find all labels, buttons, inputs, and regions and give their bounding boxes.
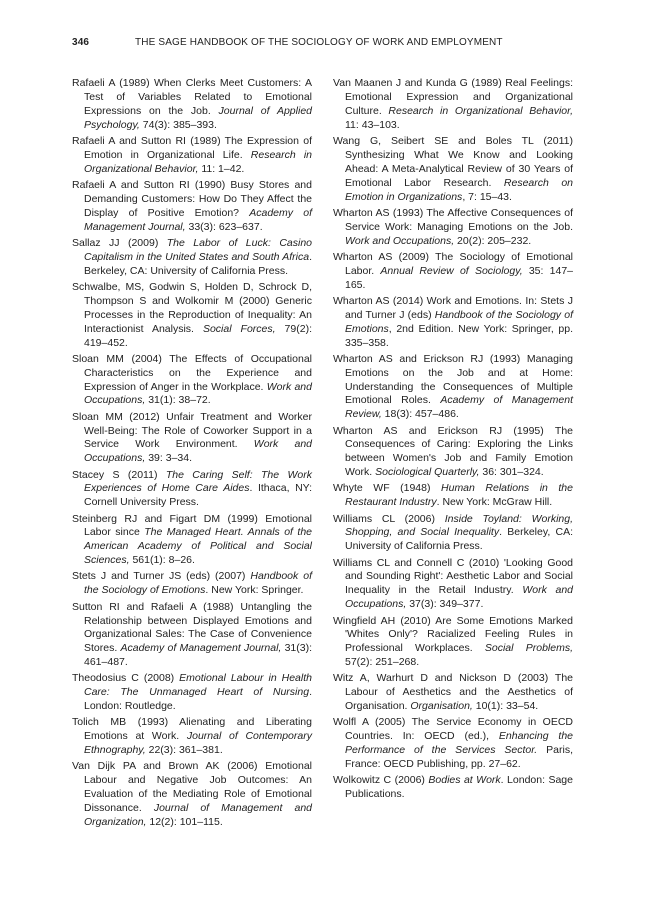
- reference-text: . London: Sage Publications.: [345, 774, 573, 801]
- reference-italic-text: Work and Occupations,: [345, 234, 455, 247]
- reference-text: Van Dijk PA and Brown AK (2006) Emotional Labour and Negative Job Outcomes: An Evaluation of the Mediating Role of Emotional Dissonance.: [72, 760, 312, 815]
- reference-entry: [333, 207, 573, 249]
- reference-entry: [72, 570, 312, 598]
- reference-text: Sutton RI and Rafaeli A (1988) Untangling the Relationship between Displayed Emotions and Organizational Sales: The Case of Convenience Stores.: [72, 600, 312, 655]
- reference-text: Whyte WF (1948): [333, 482, 442, 495]
- reference-text: , 2nd Edition. New York: Springer, pp. 335–358.: [345, 322, 573, 349]
- reference-text: 22(3): 361–381.: [145, 744, 223, 757]
- reference-text: . Berkeley, CA: University of California Press.: [84, 250, 312, 277]
- reference-italic-text: Inside Toyland: Working, Shopping, and Social Inequality: [345, 512, 573, 539]
- reference-text: 31(3): 461–487.: [84, 642, 312, 669]
- reference-text: . London: Routledge.: [84, 686, 312, 713]
- reference-text: Williams CL and Connell C (2010) 'Looking Good and Sounding Right': Aesthetic Labor and Social Inequality in the Retail Industry.: [333, 556, 573, 597]
- reference-text: Van Maanen J and Kunda G (1989) Real Feelings: Emotional Expression and Organizational Culture.: [333, 77, 573, 117]
- reference-text: Wharton AS (1993) The Affective Consequences of Service Work: Managing Emotions on the Job.: [333, 206, 573, 233]
- reference-italic-text: Journal of Contemporary Ethnography,: [84, 730, 312, 757]
- reference-italic-text: Sociological Quarterly,: [375, 466, 480, 479]
- reference-text: Stacey S (2011): [72, 468, 166, 481]
- reference-entry: [333, 251, 573, 293]
- reference-entry: [72, 281, 312, 351]
- reference-text: Schwalbe, MS, Godwin S, Holden D, Schrock D, Thompson S and Wolkomir M (2000) Generic Processes in the Reproduction of Inequality: An Interactionist Analysis.: [72, 280, 312, 335]
- reference-text: Wharton AS and Erickson RJ (1993) Managing Emotions on the Job and at Home: Understanding the Consequences of Multiple Emotional Roles.: [333, 352, 573, 407]
- reference-text: 10(1): 33–54.: [472, 700, 539, 713]
- reference-italic-text: Handbook of the Sociology of Emotions: [345, 308, 573, 335]
- reference-text: Wharton AS (2009) The Sociology of Emotional Labor.: [333, 250, 573, 277]
- reference-text: . New York: Springer.: [205, 584, 304, 597]
- reference-entry: [333, 716, 573, 772]
- reference-italic-text: The Managed Heart. Annals of the American Academy of Political and Social Sciences,: [84, 526, 313, 567]
- reference-text: Witz A, Warhurt D and Nickson D (2003) The Labour of Aesthetics and the Aesthetics of Organisation.: [333, 672, 573, 713]
- reference-text: Wolkowitz C (2006): [333, 774, 429, 787]
- reference-text: 12(2): 101–115.: [146, 816, 223, 829]
- reference-entry: [333, 557, 573, 613]
- reference-entry: [333, 774, 573, 802]
- reference-entry: [72, 179, 312, 235]
- reference-entry: [333, 513, 573, 555]
- reference-entry: [72, 672, 312, 714]
- reference-text: Wharton AS and Erickson RJ (1995) The Consequences of Caring: Exploring the Links between Women's Job and Family Emotion Work.: [333, 424, 573, 479]
- reference-entry: [72, 716, 312, 758]
- reference-entry: [72, 513, 312, 569]
- reference-text: 33(3): 623–637.: [185, 220, 263, 233]
- reference-text: Wolfl A (2005) The Service Economy in OECD Countries. In: OECD (ed.),: [333, 716, 573, 743]
- reference-entry: [333, 295, 573, 351]
- reference-text: 74(3): 385–393.: [139, 118, 217, 131]
- reference-text: Sloan MM (2004) The Effects of Occupational Characteristics on the Experience and Expression of Anger in the Workplace.: [72, 352, 312, 393]
- reference-italic-text: Social Forces,: [202, 322, 276, 335]
- reference-entry: [333, 425, 573, 481]
- reference-italic-text: Social Problems,: [484, 642, 573, 655]
- running-header: [72, 37, 592, 51]
- reference-text: . Ithaca, NY: Cornell University Press.: [84, 482, 312, 509]
- reference-text: Williams CL (2006): [333, 512, 445, 525]
- reference-text: 31(1): 38–72.: [145, 394, 211, 407]
- reference-entry: [72, 760, 312, 830]
- reference-entry: [333, 482, 573, 510]
- reference-entry: [72, 411, 312, 467]
- reference-italic-text: The Labor of Luck: Casino Capitalism in the United States and South Africa: [84, 236, 313, 263]
- reference-text: 57(2): 251–268.: [345, 656, 420, 669]
- reference-italic-text: Academy of Management Journal,: [120, 642, 282, 655]
- reference-text: Rafaeli A (1989) When Clerks Meet Customers: A Test of Variables Related to Emotional Expressions on the Job.: [72, 77, 312, 117]
- reference-entry: [333, 672, 573, 714]
- reference-entry: [333, 615, 573, 671]
- reference-text: 35: 147–165.: [345, 264, 573, 291]
- reference-text: Wingfield AH (2010) Are Some Emotions Marked 'Whites Only'? Racialized Feeling Rules in Professional Workplaces.: [333, 614, 573, 655]
- reference-text: 18(3): 457–486.: [381, 408, 459, 421]
- reference-entry: [72, 353, 312, 409]
- reference-italic-text: Emotional Labour in Health Care: The Unmanaged Heart of Nursing: [84, 672, 312, 699]
- reference-italic-text: Bodies at Work: [428, 774, 501, 787]
- reference-italic-text: Organisation,: [410, 700, 473, 713]
- reference-text: Theodosius C (2008): [72, 672, 180, 685]
- reference-italic-text: Annual Review of Sociology,: [380, 264, 523, 277]
- reference-entry: [72, 469, 312, 511]
- running-title: THE SAGE HANDBOOK OF THE SOCIOLOGY OF WORK AND EMPLOYMENT: [135, 37, 503, 48]
- reference-entry: [333, 77, 573, 133]
- reference-italic-text: Journal of Applied Psychology,: [84, 104, 312, 131]
- reference-text: Wang G, Seibert SE and Boles TL (2011) Synthesizing What We Know and Looking Ahead: A Meta-Analytical Review of 30 Years of Emotional Labor Research.: [333, 134, 573, 189]
- reference-entry: [333, 135, 573, 205]
- reference-text: Rafaeli A and Sutton RI (1990) Busy Stores and Demanding Customers: How Do They Affect the Display of Positive Emotion?: [72, 178, 312, 219]
- reference-italic-text: Academy of Management Review,: [345, 394, 573, 421]
- reference-text: Rafaeli A and Sutton RI (1989) The Expression of Emotion in Organizational Life.: [72, 134, 312, 161]
- reference-entry: [333, 353, 573, 423]
- references-left-column: [72, 77, 312, 832]
- reference-entry: [72, 77, 312, 133]
- reference-text: 561(1): 8–26.: [129, 554, 195, 567]
- reference-text: . New York: McGraw Hill.: [436, 496, 553, 509]
- reference-italic-text: Research on Emotion in Organizations: [345, 176, 573, 203]
- references-right-column: [333, 77, 573, 804]
- reference-text: Steinberg RJ and Figart DM (1999) Emotional Labor since: [72, 512, 312, 539]
- reference-italic-text: Research in Organizational Behavior,: [388, 104, 573, 117]
- reference-text: 11: 1–42.: [198, 162, 245, 175]
- reference-italic-text: Work and Occupations,: [345, 584, 573, 611]
- reference-italic-text: Research in Organizational Behavior,: [84, 148, 313, 175]
- reference-text: 37(3): 349–377.: [406, 598, 484, 611]
- reference-entry: [72, 237, 312, 279]
- reference-italic-text: Academy of Management Journal,: [84, 206, 312, 233]
- reference-text: Sloan MM (2012) Unfair Treatment and Worker Well-Being: The Role of Coworker Support in a Service Work Environment.: [72, 410, 312, 451]
- reference-entry: [72, 135, 312, 177]
- reference-italic-text: Work and Occupations,: [84, 438, 312, 465]
- reference-entry: [72, 601, 312, 671]
- reference-italic-text: Handbook of the Sociology of Emotions: [84, 570, 312, 597]
- reference-text: 20(2): 205–232.: [454, 234, 532, 247]
- reference-text: Tolich MB (1993) Alienating and Liberating Emotions at Work.: [72, 716, 312, 743]
- reference-italic-text: The Caring Self: The Work Experiences of Home Care Aides: [84, 468, 312, 495]
- reference-italic-text: Enhancing the Performance of the Services Sector.: [345, 730, 574, 757]
- reference-text: 39: 3–34.: [145, 452, 193, 465]
- reference-text: Stets J and Turner JS (eds) (2007): [72, 570, 251, 583]
- reference-italic-text: Human Relations in the Restaurant Industry: [345, 482, 573, 509]
- reference-text: , 7: 15–43.: [462, 190, 512, 203]
- reference-text: 11: 43–103.: [345, 118, 400, 131]
- reference-text: Wharton AS (2014) Work and Emotions. In: Stets J and Turner J (eds): [333, 294, 573, 321]
- reference-text: . Berkeley, CA: University of California Press.: [345, 526, 573, 553]
- reference-text: 36: 301–324.: [479, 466, 544, 479]
- reference-text: Sallaz JJ (2009): [72, 236, 167, 249]
- reference-italic-text: Work and Occupations,: [84, 380, 312, 407]
- reference-text: 79(2): 419–452.: [84, 322, 312, 349]
- page-number: 346: [72, 37, 90, 48]
- reference-italic-text: Journal of Management and Organization,: [84, 802, 312, 829]
- reference-text: Paris, France: OECD Publishing, pp. 27–62.: [345, 744, 573, 771]
